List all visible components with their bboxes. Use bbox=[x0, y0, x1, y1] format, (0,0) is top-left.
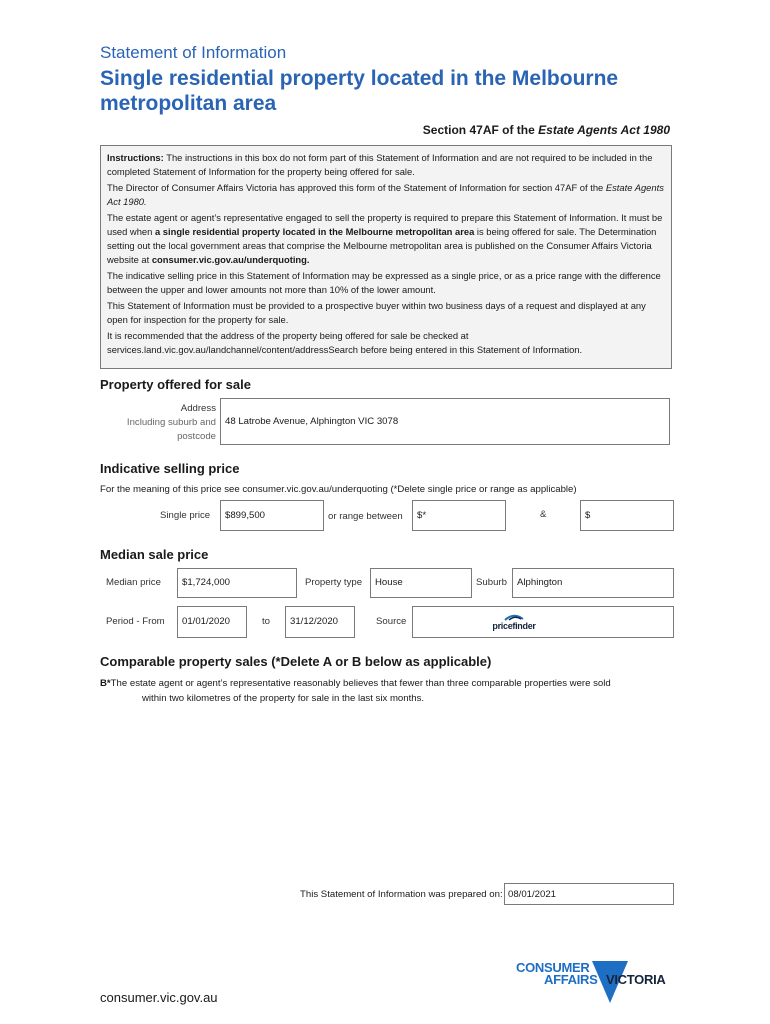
property-type-field[interactable]: House bbox=[370, 568, 472, 598]
single-price-field[interactable]: $899,500 bbox=[220, 500, 324, 531]
instructions-paragraph: It is recommended that the address of the property being offered for sale be checked at services.land.vic.gov.au/landchannel/content/addressSearch before being entered in this Statement of Information. bbox=[107, 330, 583, 355]
pricefinder-swoosh-icon bbox=[491, 613, 537, 621]
instructions-box bbox=[100, 145, 672, 369]
pricefinder-logo: pricefinder bbox=[491, 613, 537, 633]
prepared-label: This Statement of Information was prepared on: bbox=[300, 889, 503, 900]
single-price-label: Single price bbox=[160, 510, 211, 521]
instructions-paragraph: This Statement of Information must be provided to a prospective buyer within two business days of a request and displayed at any open for inspection for the property for sale. bbox=[107, 300, 646, 325]
consumer-affairs-victoria-logo: CONSUMER AFFAIRS VICTORIA bbox=[516, 959, 676, 1007]
property-type-label: Property type bbox=[305, 577, 363, 588]
range-label: or range between bbox=[328, 511, 403, 522]
indicative-heading: Indicative selling price bbox=[100, 461, 240, 476]
suburb-field[interactable]: Alphington bbox=[512, 568, 674, 598]
comparable-option-b: B*The estate agent or agent’s representative reasonably believes that fewer than three comparable properties were sold within two kilometres of the property for sale in the last six months. bbox=[100, 678, 611, 704]
median-price-label: Median price bbox=[106, 577, 161, 588]
underquoting-link[interactable]: consumer.vic.gov.au/underquoting. bbox=[151, 254, 310, 265]
address-field[interactable]: 48 Latrobe Avenue, Alphington VIC 3078 bbox=[220, 398, 670, 445]
suburb-label: Suburb bbox=[476, 577, 507, 588]
instructions-paragraph: Instructions: The instructions in this box do not form part of this Statement of Information and are not required to be included in the completed Statement of Information for the property being offered for sale. bbox=[107, 152, 653, 177]
source-label: Source bbox=[376, 616, 407, 627]
page-title: Single residential property located in the Melbourne metropolitan area bbox=[100, 67, 619, 115]
document-label: Statement of Information bbox=[100, 43, 287, 62]
period-from-field[interactable]: 01/01/2020 bbox=[177, 606, 247, 638]
footer-url[interactable]: consumer.vic.gov.au bbox=[100, 990, 218, 1005]
range-low-field[interactable]: $* bbox=[412, 500, 506, 531]
period-from-label: Period - From bbox=[106, 616, 165, 627]
instructions-paragraph: The estate agent or agent’s representative engaged to sell the property is required to prepare this Statement of Information. It must be used when a single residential property located in the Melbourne metropolitan area is being offered for sale. The Determination setting out the local government areas that comprise the Melbourne metropolitan area is published on the Consumer Affairs Victoria website at consumer.vic.gov.au/underquoting. bbox=[107, 212, 663, 265]
median-heading: Median sale price bbox=[100, 547, 209, 562]
address-label: Address Including suburb and postcode bbox=[126, 403, 216, 442]
property-heading: Property offered for sale bbox=[100, 377, 251, 392]
period-to-field[interactable]: 31/12/2020 bbox=[285, 606, 355, 638]
source-field[interactable] bbox=[412, 606, 674, 638]
median-price-field[interactable]: $1,724,000 bbox=[177, 568, 297, 598]
prepared-date-field[interactable]: 08/01/2021 bbox=[504, 883, 674, 905]
range-ampersand: & bbox=[540, 509, 547, 520]
comparable-heading: Comparable property sales (*Delete A or B below as applicable) bbox=[100, 654, 492, 669]
section-reference: Section 47AF of the Estate Agents Act 1980 bbox=[422, 123, 670, 137]
instructions-paragraph: The Director of Consumer Affairs Victoria has approved this form of the Statement of Information for section 47AF of the Estate Agents Act 1980. bbox=[107, 182, 664, 207]
indicative-meaning: For the meaning of this price see consumer.vic.gov.au/underquoting (*Delete single price or range as applicable) bbox=[100, 484, 577, 495]
range-high-field[interactable]: $ bbox=[580, 500, 674, 531]
instructions-paragraph: The indicative selling price in this Statement of Information may be expressed as a single price, or as a price range with the difference between the upper and lower amounts not more than 10% of the lower amount. bbox=[107, 270, 661, 295]
period-to-label: to bbox=[262, 616, 271, 627]
